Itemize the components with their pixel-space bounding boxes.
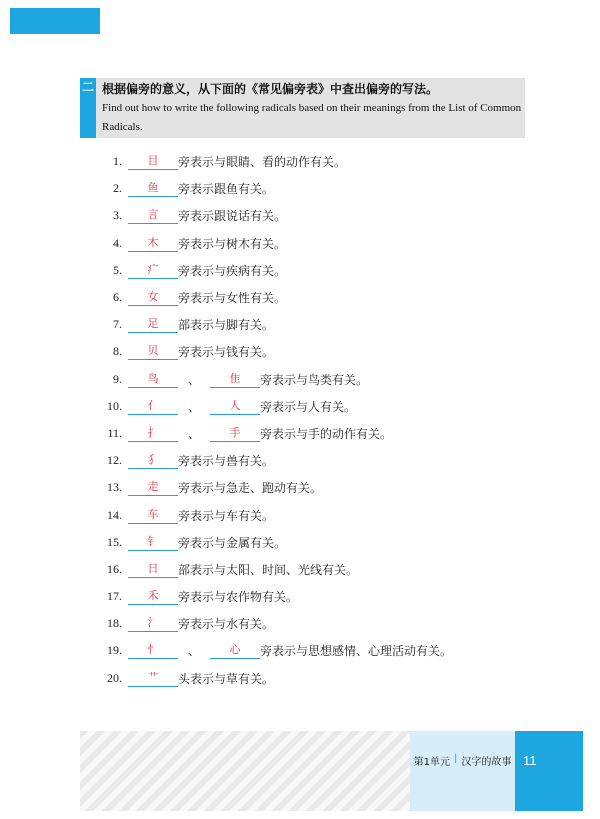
- list-item: [100, 501, 560, 528]
- list-item: [100, 257, 560, 284]
- exercise-header: [80, 78, 525, 138]
- list-item: [100, 556, 560, 583]
- item-number: 15.: [107, 534, 122, 549]
- item-number: 5.: [113, 262, 122, 277]
- list-item: [100, 610, 560, 637]
- list-item: [100, 230, 560, 257]
- chapter-divider: |: [454, 753, 458, 764]
- top-color-tab: [10, 8, 100, 34]
- item-number: 1.: [113, 154, 122, 169]
- list-item: [100, 583, 560, 610]
- item-description: 旁表示与疾病有关。: [178, 263, 287, 278]
- answer-blank[interactable]: 目: [128, 153, 178, 170]
- footer-chapter: [410, 731, 515, 811]
- list-item: [100, 637, 560, 664]
- item-number: 11.: [107, 425, 122, 440]
- item-description: 旁表示与车有关。: [178, 508, 275, 523]
- item-description: 旁表示与人有关。: [260, 399, 357, 414]
- item-number: 9.: [113, 371, 122, 386]
- answer-blank[interactable]: 车: [128, 507, 178, 524]
- answer-blank[interactable]: 手: [210, 425, 260, 442]
- list-item: [100, 393, 560, 420]
- item-description: 旁表示与金属有关。: [178, 535, 287, 550]
- answer-blank[interactable]: 扌: [128, 425, 178, 442]
- chapter-title: 汉字的故事: [461, 757, 512, 768]
- exercise-title-en: Find out how to write the following radicals based on their meanings from the List of Common Radicals.: [102, 102, 522, 133]
- answer-separator: 、: [188, 399, 201, 414]
- answer-blank[interactable]: 钅: [128, 534, 178, 551]
- answer-separator: 、: [188, 644, 201, 659]
- radical-list: [100, 148, 560, 692]
- list-item: [100, 284, 560, 311]
- answer-blank[interactable]: 艹: [128, 670, 178, 687]
- item-description: 旁表示与急走、跑动有关。: [178, 481, 323, 496]
- item-number: 13.: [107, 480, 122, 495]
- answer-blank[interactable]: 日: [128, 561, 178, 578]
- list-item: [100, 338, 560, 365]
- item-number: 2.: [113, 181, 122, 196]
- item-number: 3.: [113, 208, 122, 223]
- item-description: 旁表示与鸟类有关。: [260, 372, 369, 387]
- answer-blank[interactable]: 人: [210, 398, 260, 415]
- answer-blank[interactable]: 鱼: [128, 180, 178, 197]
- item-number: 20.: [107, 670, 122, 685]
- item-description: 旁表示跟说话有关。: [178, 209, 287, 224]
- answer-blank[interactable]: 隹: [210, 371, 260, 388]
- list-item: [100, 529, 560, 556]
- answer-blank[interactable]: 女: [128, 289, 178, 306]
- answer-blank[interactable]: 氵: [128, 615, 178, 632]
- answer-blank[interactable]: 木: [128, 235, 178, 252]
- answer-blank[interactable]: 疒: [128, 262, 178, 279]
- list-item: [100, 311, 560, 338]
- item-description: 旁表示与兽有关。: [178, 454, 275, 469]
- chapter-label: 第1单元: [413, 757, 450, 768]
- item-number: 4.: [113, 235, 122, 250]
- list-item: [100, 148, 560, 175]
- item-description: 旁表示与女性有关。: [178, 291, 287, 306]
- answer-separator: 、: [188, 372, 201, 387]
- answer-blank[interactable]: 犭: [128, 452, 178, 469]
- item-description: 旁表示与手的动作有关。: [260, 426, 393, 441]
- answer-blank[interactable]: 心: [210, 642, 260, 659]
- item-number: 19.: [107, 643, 122, 658]
- answer-separator: 、: [188, 426, 201, 441]
- item-description: 部表示与太阳、时间、光线有关。: [178, 562, 359, 577]
- item-description: 旁表示跟鱼有关。: [178, 182, 275, 197]
- exercise-number: 二: [80, 78, 96, 138]
- exercise-title-zh: 根据偏旁的意义，从下面的《常见偏旁表》中查出偏旁的写法。: [102, 82, 439, 96]
- answer-blank[interactable]: 言: [128, 207, 178, 224]
- list-item: [100, 366, 560, 393]
- item-number: 16.: [107, 561, 122, 576]
- item-number: 10.: [107, 398, 122, 413]
- item-description: 旁表示与眼睛、看的动作有关。: [178, 155, 347, 170]
- item-number: 18.: [107, 616, 122, 631]
- item-description: 旁表示与钱有关。: [178, 345, 275, 360]
- list-item: [100, 202, 560, 229]
- list-item: [100, 665, 560, 692]
- item-number: 6.: [113, 290, 122, 305]
- answer-blank[interactable]: 足: [128, 316, 178, 333]
- list-item: [100, 474, 560, 501]
- item-number: 7.: [113, 317, 122, 332]
- item-description: 旁表示与农作物有关。: [178, 590, 299, 605]
- answer-blank[interactable]: 亻: [128, 398, 178, 415]
- list-item: [100, 420, 560, 447]
- item-description: 部表示与脚有关。: [178, 318, 275, 333]
- item-number: 14.: [107, 507, 122, 522]
- answer-blank[interactable]: 鸟: [128, 371, 178, 388]
- item-description: 头表示与草有关。: [178, 671, 275, 686]
- page-number: 11: [515, 731, 583, 811]
- answer-blank[interactable]: 走: [128, 479, 178, 496]
- item-number: 8.: [113, 344, 122, 359]
- footer-stripe: [80, 731, 410, 811]
- item-description: 旁表示与思想感情、心理活动有关。: [260, 644, 453, 659]
- item-description: 旁表示与水有关。: [178, 617, 275, 632]
- item-description: 旁表示与树木有关。: [178, 236, 287, 251]
- answer-blank[interactable]: 贝: [128, 343, 178, 360]
- answer-blank[interactable]: 忄: [128, 642, 178, 659]
- item-number: 12.: [107, 453, 122, 468]
- item-number: 17.: [107, 589, 122, 604]
- answer-blank[interactable]: 禾: [128, 588, 178, 605]
- list-item: [100, 175, 560, 202]
- list-item: [100, 447, 560, 474]
